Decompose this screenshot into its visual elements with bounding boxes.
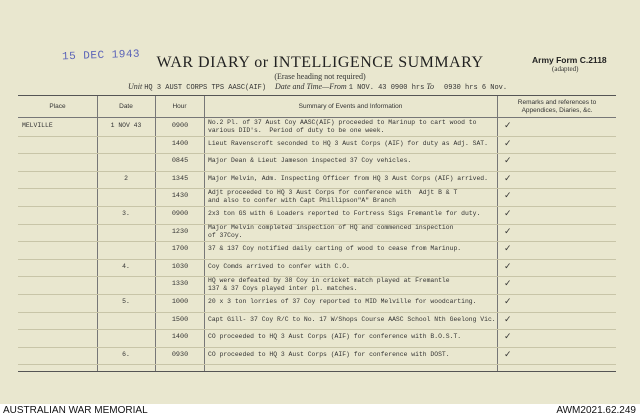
check-mark-icon: ✓ xyxy=(504,297,512,307)
entry-date: 2 xyxy=(124,174,128,182)
entry-hour: 1345 xyxy=(171,174,189,183)
date-to-label: To xyxy=(426,82,435,91)
entry-hour: 1000 xyxy=(171,298,189,306)
entry-hour: 1030 xyxy=(171,262,189,271)
entry-hour: 1400 xyxy=(171,333,189,342)
unit-line xyxy=(128,82,266,92)
column-header-place: Place xyxy=(49,103,66,110)
entry-place: MELVILLE xyxy=(22,122,53,129)
footer-reference: AWM2021.62.249 xyxy=(556,405,636,416)
entry-summary: Capt Gill- 37 Coy R/C to No. 17 W/Shops Course AASC School Nth Geelong Vic. xyxy=(208,315,496,323)
entry-summary: CO proceeded to HQ 3 Aust Corps (AIF) for conference with DOST. xyxy=(208,350,450,358)
check-mark-icon: ✓ xyxy=(504,138,512,149)
footer-bar xyxy=(0,404,640,418)
date-time-label: Date and Time—From xyxy=(275,82,347,91)
row-divider xyxy=(18,364,616,365)
page-subtitle: (Erase heading not required) xyxy=(274,72,366,81)
check-mark-icon: ✓ xyxy=(504,173,512,184)
entry-date: 3. xyxy=(122,210,130,217)
entry-summary: 37 & 137 Coy notified daily carting of wood to cease from Marinup. xyxy=(208,245,462,253)
entry-summary: Adjt proceeded to HQ 3 Aust Corps for conference with Adjt B & T and also to confer with Capt Phillipson"A" Branch xyxy=(208,188,458,204)
column-header-summary: Summary of Events and Information xyxy=(298,103,403,110)
entry-hour: 0845 xyxy=(171,157,189,166)
row-divider xyxy=(18,136,616,137)
row-divider xyxy=(18,241,616,242)
row-divider xyxy=(18,259,616,260)
entry-hour: 0900 xyxy=(171,210,189,218)
entry-summary: No.2 Pl. of 37 Aust Coy AASC(AIF) proceeded to Marinup to cart wood to various DID's. Period of duty to be one week. xyxy=(208,118,477,134)
entry-summary: Major Dean & Lieut Jameson inspected 37 Coy vehicles. xyxy=(208,157,412,165)
date-from: 1 NOV. 43 0900 hrs xyxy=(348,84,425,92)
entry-hour: 0900 xyxy=(171,122,189,130)
diary-table xyxy=(18,95,616,372)
column-header-remarks: Remarks and references to Appendices, Diaries, &c. xyxy=(517,99,597,114)
column-header-hour: Hour xyxy=(172,103,187,110)
entry-date: 5. xyxy=(122,298,130,305)
check-mark-icon: ✓ xyxy=(504,156,512,167)
entry-hour: 1500 xyxy=(171,315,189,324)
entry-summary: Major Melvin completed inspection of HQ and commenced inspection of 37Coy. xyxy=(208,224,454,240)
entry-date: 1 NOV 43 xyxy=(110,122,142,129)
entry-summary: Major Melvin, Adm. Inspecting Officer from HQ 3 Aust Corps (AIF) arrived. xyxy=(208,174,488,182)
entry-hour: 1430 xyxy=(171,192,189,201)
entry-summary: 20 x 3 ton lorries of 37 Coy reported to MID Melville for woodcarting. xyxy=(208,298,477,305)
check-mark-icon: ✓ xyxy=(504,209,512,219)
entry-date: 4. xyxy=(122,262,130,270)
adapted-note: (adapted) xyxy=(552,65,579,73)
check-mark-icon: ✓ xyxy=(504,191,512,202)
received-date-stamp: 15 DEC 1943 xyxy=(61,48,141,64)
entry-hour: 0930 xyxy=(171,350,189,359)
entry-hour: 1330 xyxy=(171,280,189,289)
army-form-number: Army Form C.2118 xyxy=(532,55,607,65)
entry-summary: HQ were defeated by 38 Coy in cricket match played at Fremantle 137 & 37 Coys played inter pl. matches. xyxy=(208,276,450,292)
check-mark-icon: ✓ xyxy=(504,349,512,360)
check-mark-icon: ✓ xyxy=(504,121,512,131)
date-to: 0930 hrs 6 Nov. xyxy=(444,84,508,92)
entry-summary: CO proceeded to HQ 3 Aust Corps (AIF) for conference with B.O.S.T. xyxy=(208,333,462,341)
entry-hour: 1230 xyxy=(171,227,189,236)
unit-label: Unit xyxy=(128,82,143,91)
row-divider xyxy=(18,329,616,330)
entry-summary: 2x3 ton GS with 6 Loaders reported to Fortress Sigs Fremantle for duty. xyxy=(208,210,481,217)
check-mark-icon: ✓ xyxy=(504,226,512,237)
row-divider xyxy=(18,206,616,207)
entry-summary: Coy Comds arrived to confer with C.O. xyxy=(208,262,350,270)
entry-hour: 1700 xyxy=(171,245,189,254)
page-title: WAR DIARY or INTELLIGENCE SUMMARY xyxy=(156,54,484,71)
check-mark-icon: ✓ xyxy=(504,261,512,272)
row-divider xyxy=(18,153,616,154)
row-divider xyxy=(18,294,616,295)
column-header-date: Date xyxy=(119,103,133,110)
row-divider xyxy=(18,171,616,172)
check-mark-icon: ✓ xyxy=(504,279,512,290)
row-divider xyxy=(18,347,616,348)
date-time-line xyxy=(275,82,507,92)
unit-value: HQ 3 AUST CORPS TPS AASC(AIF) xyxy=(144,84,267,92)
check-mark-icon: ✓ xyxy=(504,332,512,343)
check-mark-icon: ✓ xyxy=(504,314,512,325)
footer-source: AUSTRALIAN WAR MEMORIAL xyxy=(3,405,148,416)
entry-hour: 1400 xyxy=(171,139,189,148)
entry-date: 6. xyxy=(122,350,130,358)
row-divider xyxy=(18,312,616,313)
check-mark-icon: ✓ xyxy=(504,244,512,255)
entry-summary: Lieut Ravenscroft seconded to HQ 3 Aust Corps (AIF) for duty as Adj. SAT. xyxy=(208,139,488,147)
